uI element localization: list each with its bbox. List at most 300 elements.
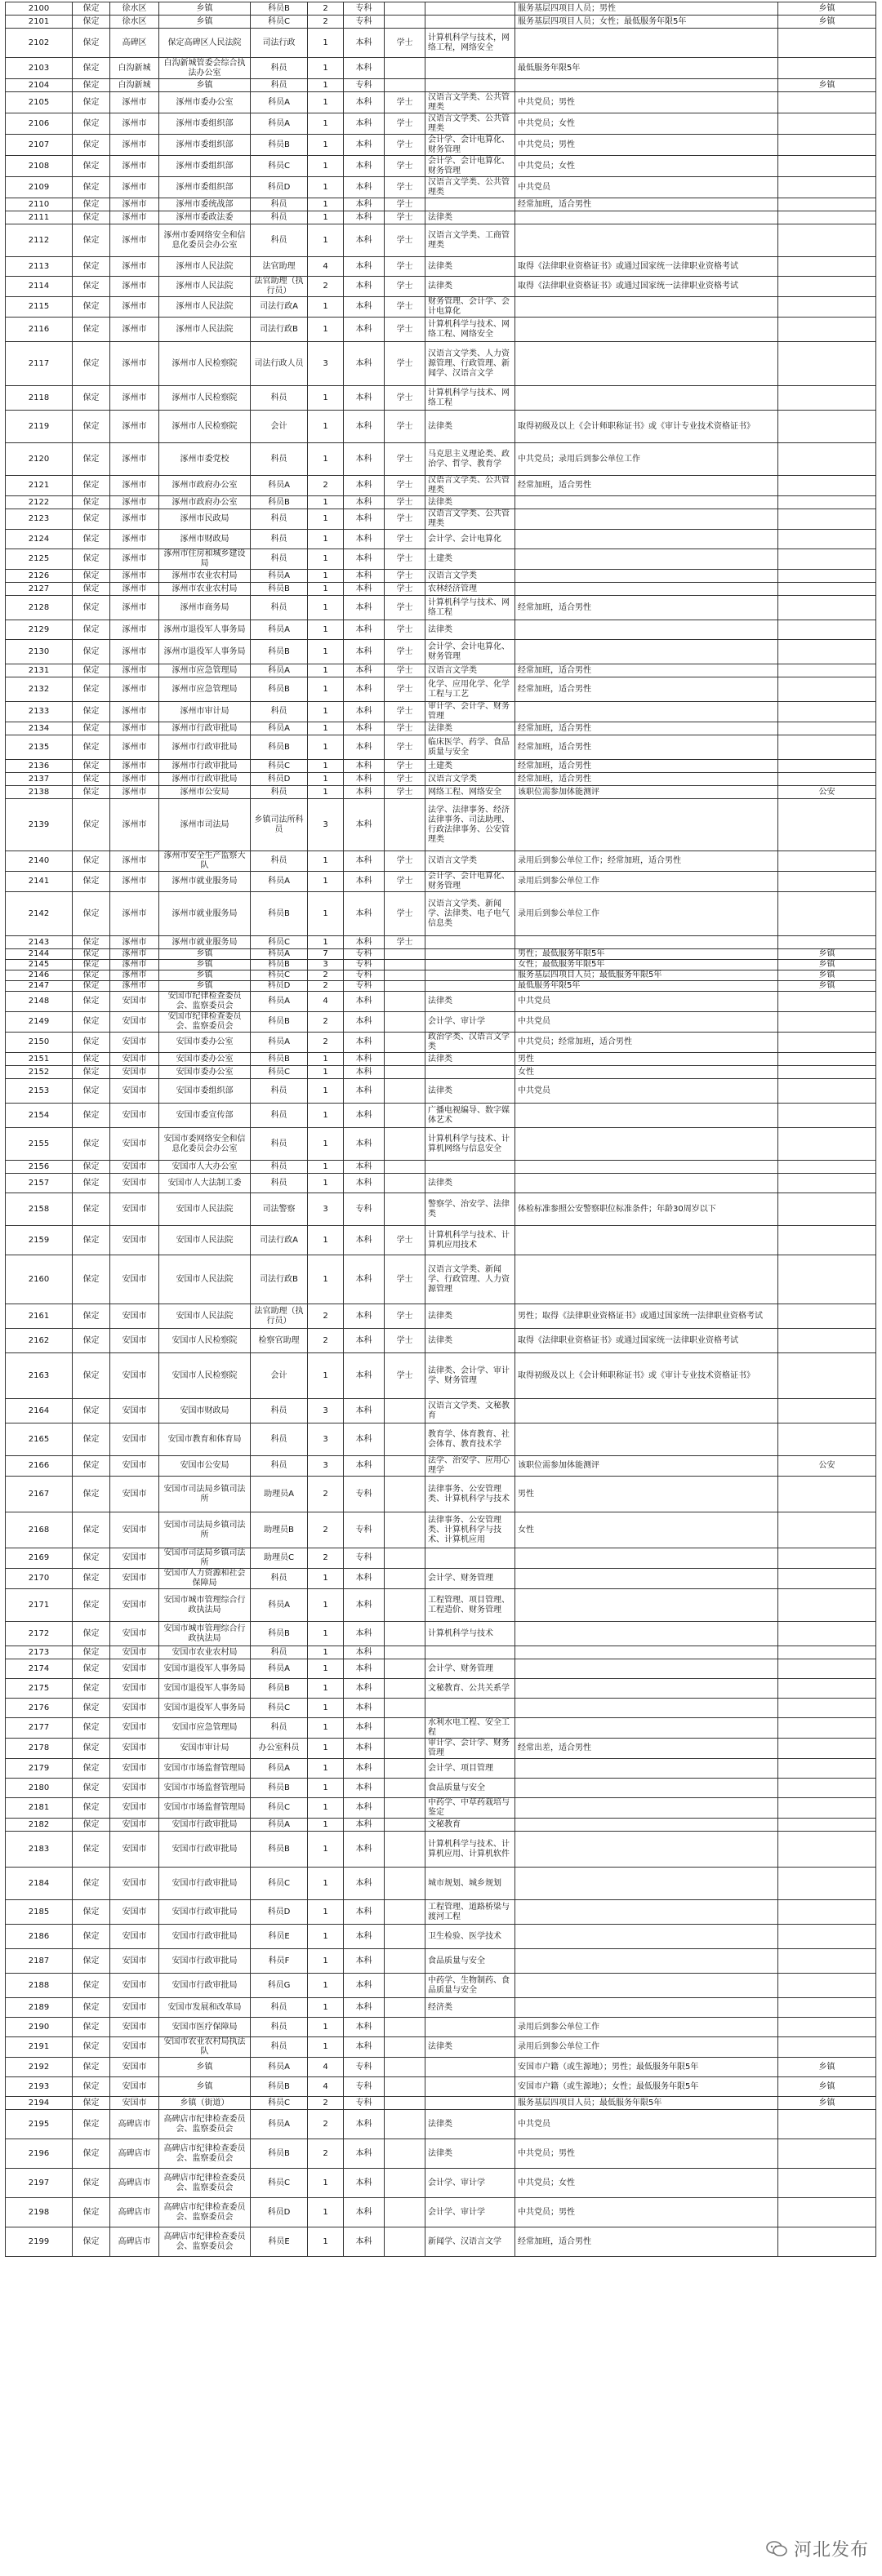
cell-count: 1 (308, 1174, 344, 1193)
table-row (6, 1699, 876, 1718)
table-row (6, 1949, 876, 1974)
cell-district: 安国市 (110, 1399, 159, 1423)
cell-city: 保定 (73, 2169, 110, 2198)
cell-seq: 2100 (6, 2, 73, 16)
cell-degree (385, 1699, 425, 1718)
cell-degree (385, 1622, 425, 1646)
cell-agency: 涿州市就业服务局 (159, 936, 251, 949)
cell-agency: 涿州市委统战部 (159, 198, 251, 211)
cell-degree (385, 992, 425, 1012)
cell-agency: 安国市行政审批局 (159, 1900, 251, 1925)
cell-remark (778, 58, 876, 79)
cell-agency: 安国市人民法院 (159, 1226, 251, 1255)
cell-city: 保定 (73, 1798, 110, 1819)
cell-count: 1 (308, 1255, 344, 1304)
cell-other-conditions: 取得《法律职业资格证书》或通过国家统一法律职业资格考试 (515, 257, 778, 277)
cell-major: 法律类 (425, 411, 515, 443)
cell-degree: 学士 (385, 735, 425, 760)
cell-position: 科员 (251, 851, 308, 872)
cell-district: 徐水区 (110, 16, 159, 29)
cell-agency: 保定高碑区人民法院 (159, 29, 251, 58)
cell-city: 保定 (73, 1925, 110, 1949)
cell-city: 保定 (73, 851, 110, 872)
cell-city: 保定 (73, 1949, 110, 1974)
cell-other-conditions: 录用后到参公单位工作 (515, 2018, 778, 2037)
cell-education: 本科 (344, 773, 385, 786)
table-row (6, 1819, 876, 1832)
cell-district: 安国市 (110, 1900, 159, 1925)
cell-education: 本科 (344, 1679, 385, 1699)
cell-position: 科员 (251, 1399, 308, 1423)
cell-count: 1 (308, 735, 344, 760)
cell-seq: 2151 (6, 1053, 73, 1066)
cell-other-conditions (515, 1949, 778, 1974)
cell-remark (778, 1329, 876, 1353)
cell-city: 保定 (73, 2037, 110, 2058)
cell-seq: 2185 (6, 1900, 73, 1925)
table-row (6, 509, 876, 530)
cell-remark (778, 1779, 876, 1798)
cell-other-conditions (515, 1868, 778, 1900)
cell-degree (385, 1066, 425, 1079)
cell-other-conditions (515, 702, 778, 722)
table-row (6, 620, 876, 640)
cell-remark (778, 211, 876, 224)
cell-agency: 安国市行政审批局 (159, 1949, 251, 1974)
cell-seq: 2115 (6, 297, 73, 318)
cell-education: 本科 (344, 29, 385, 58)
cell-district: 高碑店市 (110, 2198, 159, 2227)
cell-degree (385, 1512, 425, 1548)
cell-major: 法律类 (425, 496, 515, 509)
cell-count: 1 (308, 1679, 344, 1699)
cell-seq: 2125 (6, 549, 73, 570)
cell-remark (778, 29, 876, 58)
cell-education: 本科 (344, 1925, 385, 1949)
cell-position: 科员B (251, 1679, 308, 1699)
cell-degree: 学士 (385, 872, 425, 892)
cell-count: 1 (308, 211, 344, 224)
cell-seq: 2120 (6, 443, 73, 476)
table-row (6, 949, 876, 960)
cell-major: 计算机科学与技术、计算机应用技术 (425, 1226, 515, 1255)
cell-other-conditions (515, 620, 778, 640)
cell-remark (778, 257, 876, 277)
cell-seq: 2139 (6, 799, 73, 851)
cell-seq: 2130 (6, 640, 73, 664)
watermark (766, 2536, 869, 2561)
cell-degree: 学士 (385, 29, 425, 58)
cell-count: 1 (308, 198, 344, 211)
cell-position: 科员A (251, 992, 308, 1012)
cell-city: 保定 (73, 1066, 110, 1079)
cell-degree: 学士 (385, 1226, 425, 1255)
cell-major: 教育学、体育教育、社会体育、教育技术学 (425, 1423, 515, 1456)
cell-district: 安国市 (110, 1477, 159, 1512)
cell-seq: 2181 (6, 1798, 73, 1819)
cell-remark (778, 1659, 876, 1679)
cell-education: 本科 (344, 297, 385, 318)
cell-other-conditions: 中共党员；男性 (515, 135, 778, 156)
cell-count: 7 (308, 949, 344, 960)
cell-major: 法律事务、公安管理类、计算机科学与技术、计算机应用 (425, 1512, 515, 1548)
cell-count: 1 (308, 1779, 344, 1798)
cell-major: 中药学、中草药栽培与鉴定 (425, 1798, 515, 1819)
cell-remark (778, 1569, 876, 1589)
cell-education: 本科 (344, 476, 385, 496)
cell-seq: 2171 (6, 1589, 73, 1622)
cell-education: 本科 (344, 1066, 385, 1079)
cell-count: 2 (308, 1548, 344, 1569)
cell-position: 科员B (251, 496, 308, 509)
cell-position: 科员A (251, 722, 308, 735)
cell-district: 安国市 (110, 1012, 159, 1033)
table-row (6, 1423, 876, 1456)
cell-seq: 2195 (6, 2110, 73, 2139)
cell-remark: 公安 (778, 786, 876, 799)
cell-education: 本科 (344, 1759, 385, 1779)
table-row (6, 1353, 876, 1399)
cell-district: 涿州市 (110, 530, 159, 549)
cell-count: 1 (308, 2169, 344, 2198)
cell-major: 汉语言文学类、工商管理类 (425, 224, 515, 257)
cell-seq: 2176 (6, 1699, 73, 1718)
cell-education: 本科 (344, 851, 385, 872)
cell-education: 本科 (344, 760, 385, 773)
cell-seq: 2186 (6, 1925, 73, 1949)
table-row (6, 1998, 876, 2018)
cell-seq: 2199 (6, 2227, 73, 2257)
cell-other-conditions (515, 1779, 778, 1798)
cell-seq: 2190 (6, 2018, 73, 2037)
cell-education: 本科 (344, 992, 385, 1012)
cell-major (425, 960, 515, 970)
cell-count: 1 (308, 583, 344, 596)
cell-remark (778, 2169, 876, 2198)
cell-degree (385, 1798, 425, 1819)
cell-district: 涿州市 (110, 92, 159, 113)
cell-position: 科员 (251, 58, 308, 79)
cell-position: 科员B (251, 1832, 308, 1868)
cell-seq: 2112 (6, 224, 73, 257)
cell-remark (778, 1079, 876, 1104)
cell-position: 科员D (251, 773, 308, 786)
table-row (6, 530, 876, 549)
cell-count: 3 (308, 1193, 344, 1226)
cell-remark (778, 851, 876, 872)
cell-degree: 学士 (385, 583, 425, 596)
table-row (6, 1759, 876, 1779)
cell-position: 科员 (251, 1646, 308, 1659)
cell-major: 法学、法律事务、经济法律事务、司法助理、行政法律事务、公安管理类 (425, 799, 515, 851)
cell-agency: 安国市人大法制工委 (159, 1174, 251, 1193)
table-row (6, 2037, 876, 2058)
cell-remark (778, 113, 876, 135)
cell-seq: 2194 (6, 2097, 73, 2110)
cell-education: 本科 (344, 277, 385, 297)
cell-education: 本科 (344, 1399, 385, 1423)
cell-seq: 2105 (6, 92, 73, 113)
cell-district: 安国市 (110, 2058, 159, 2077)
cell-agency: 涿州市公安局 (159, 786, 251, 799)
cell-remark (778, 2139, 876, 2169)
table-row (6, 892, 876, 936)
cell-seq: 2180 (6, 1779, 73, 1798)
cell-city: 保定 (73, 1646, 110, 1659)
cell-other-conditions (515, 1900, 778, 1925)
cell-other-conditions: 录用后到参公单位工作 (515, 892, 778, 936)
cell-degree: 学士 (385, 92, 425, 113)
cell-position: 科员 (251, 1128, 308, 1161)
cell-remark (778, 443, 876, 476)
table-row (6, 496, 876, 509)
cell-count: 1 (308, 1868, 344, 1900)
cell-degree: 学士 (385, 936, 425, 949)
cell-remark (778, 549, 876, 570)
cell-position: 科员C (251, 2169, 308, 2198)
cell-education: 专科 (344, 2, 385, 16)
cell-seq: 2126 (6, 570, 73, 583)
cell-remark (778, 892, 876, 936)
cell-major: 会计学、会计电算化、财务管理 (425, 135, 515, 156)
cell-position: 科员B (251, 735, 308, 760)
cell-remark (778, 1718, 876, 1739)
cell-major: 土建类 (425, 549, 515, 570)
table-row (6, 1066, 876, 1079)
cell-city: 保定 (73, 583, 110, 596)
cell-agency: 乡镇 (159, 970, 251, 981)
cell-other-conditions: 经常加班，适合男性 (515, 735, 778, 760)
cell-remark (778, 277, 876, 297)
cell-district: 安国市 (110, 1832, 159, 1868)
cell-seq: 2102 (6, 29, 73, 58)
cell-position: 科员 (251, 530, 308, 549)
table-row (6, 1925, 876, 1949)
cell-district: 安国市 (110, 1423, 159, 1456)
cell-education: 本科 (344, 640, 385, 664)
cell-major: 法律类 (425, 2139, 515, 2169)
cell-city: 保定 (73, 1193, 110, 1226)
cell-district: 涿州市 (110, 702, 159, 722)
table-row (6, 1659, 876, 1679)
cell-degree (385, 1646, 425, 1659)
cell-district: 涿州市 (110, 851, 159, 872)
table-row (6, 664, 876, 677)
cell-agency: 涿州市人民法院 (159, 277, 251, 297)
table-row (6, 297, 876, 318)
cell-major: 法律类 (425, 992, 515, 1012)
cell-degree (385, 2139, 425, 2169)
cell-count: 1 (308, 443, 344, 476)
cell-agency: 涿州市就业服务局 (159, 892, 251, 936)
cell-seq: 2192 (6, 2058, 73, 2077)
cell-other-conditions: 女性 (515, 1066, 778, 1079)
cell-remark (778, 2018, 876, 2037)
cell-seq: 2159 (6, 1226, 73, 1255)
cell-agency: 乡镇（街道） (159, 2097, 251, 2110)
cell-education: 本科 (344, 2198, 385, 2227)
cell-agency: 涿州市人民检察院 (159, 411, 251, 443)
cell-count: 1 (308, 318, 344, 342)
table-row (6, 970, 876, 981)
cell-education: 本科 (344, 386, 385, 411)
cell-degree: 学士 (385, 773, 425, 786)
cell-count: 4 (308, 2058, 344, 2077)
cell-count: 1 (308, 1699, 344, 1718)
cell-city: 保定 (73, 135, 110, 156)
cell-education: 本科 (344, 664, 385, 677)
table-row (6, 92, 876, 113)
cell-position: 乡镇司法所科员 (251, 799, 308, 851)
cell-seq: 2128 (6, 596, 73, 620)
cell-position: 科员C (251, 1868, 308, 1900)
cell-district: 涿州市 (110, 677, 159, 702)
cell-seq: 2165 (6, 1423, 73, 1456)
cell-city: 保定 (73, 1718, 110, 1739)
cell-city: 保定 (73, 892, 110, 936)
cell-other-conditions: 录用后到参公单位工作 (515, 2037, 778, 2058)
cell-degree (385, 1548, 425, 1569)
cell-degree: 学士 (385, 1304, 425, 1329)
cell-position: 科员B (251, 2077, 308, 2097)
cell-major: 计算机科学与技术、网络工程、网络安全 (425, 318, 515, 342)
cell-city: 保定 (73, 2110, 110, 2139)
cell-seq: 2144 (6, 949, 73, 960)
cell-other-conditions (515, 799, 778, 851)
cell-other-conditions (515, 583, 778, 596)
cell-other-conditions (515, 318, 778, 342)
cell-degree: 学士 (385, 596, 425, 620)
cell-agency: 安国市行政审批局 (159, 1925, 251, 1949)
cell-district: 涿州市 (110, 664, 159, 677)
cell-other-conditions: 录用后到参公单位工作；经常加班，适合男性 (515, 851, 778, 872)
cell-education: 本科 (344, 2139, 385, 2169)
cell-remark (778, 1798, 876, 1819)
cell-position: 科员D (251, 1900, 308, 1925)
cell-district: 涿州市 (110, 342, 159, 386)
cell-count: 1 (308, 530, 344, 549)
cell-agency: 安国市审计局 (159, 1739, 251, 1759)
cell-city: 保定 (73, 1569, 110, 1589)
cell-position: 科员B (251, 2, 308, 16)
cell-city: 保定 (73, 1012, 110, 1033)
cell-position: 科员C (251, 936, 308, 949)
table-row (6, 1569, 876, 1589)
cell-education: 本科 (344, 1329, 385, 1353)
cell-count: 3 (308, 1456, 344, 1477)
cell-seq: 2147 (6, 981, 73, 992)
cell-count: 3 (308, 342, 344, 386)
cell-major: 城市规划、城乡规划 (425, 1868, 515, 1900)
cell-degree (385, 2058, 425, 2077)
cell-seq: 2110 (6, 198, 73, 211)
cell-count: 1 (308, 2198, 344, 2227)
cell-degree (385, 970, 425, 981)
cell-education: 本科 (344, 1699, 385, 1718)
cell-other-conditions (515, 1832, 778, 1868)
cell-district: 涿州市 (110, 620, 159, 640)
cell-seq: 2155 (6, 1128, 73, 1161)
cell-district: 安国市 (110, 1053, 159, 1066)
cell-other-conditions (515, 1174, 778, 1193)
cell-agency: 乡镇 (159, 981, 251, 992)
cell-city: 保定 (73, 79, 110, 92)
cell-seq: 2131 (6, 664, 73, 677)
cell-degree: 学士 (385, 549, 425, 570)
cell-major: 法律类 (425, 2110, 515, 2139)
cell-city: 保定 (73, 570, 110, 583)
cell-count: 1 (308, 1949, 344, 1974)
cell-position: 科员A (251, 1659, 308, 1679)
table-row (6, 29, 876, 58)
cell-major (425, 16, 515, 29)
cell-degree: 学士 (385, 786, 425, 799)
cell-education: 专科 (344, 981, 385, 992)
cell-seq: 2107 (6, 135, 73, 156)
cell-city: 保定 (73, 1226, 110, 1255)
cell-other-conditions: 经常加班，适合男性 (515, 773, 778, 786)
cell-degree: 学士 (385, 1353, 425, 1399)
cell-other-conditions: 中共党员；女性 (515, 113, 778, 135)
cell-count: 1 (308, 135, 344, 156)
cell-education: 本科 (344, 596, 385, 620)
cell-position: 法官助理 (251, 257, 308, 277)
cell-other-conditions: 服务基层四项目人员；男性 (515, 2, 778, 16)
cell-city: 保定 (73, 1779, 110, 1798)
cell-education: 本科 (344, 1304, 385, 1329)
cell-seq: 2169 (6, 1548, 73, 1569)
cell-city: 保定 (73, 1174, 110, 1193)
cell-major (425, 198, 515, 211)
cell-agency: 涿州市委办公室 (159, 92, 251, 113)
cell-degree (385, 1193, 425, 1226)
cell-major: 工程管理、道路桥梁与渡河工程 (425, 1900, 515, 1925)
cell-count: 4 (308, 257, 344, 277)
cell-major (425, 79, 515, 92)
cell-seq: 2162 (6, 1329, 73, 1353)
cell-other-conditions: 中共党员；女性 (515, 156, 778, 177)
cell-education: 本科 (344, 58, 385, 79)
cell-district: 安国市 (110, 1925, 159, 1949)
cell-degree: 学士 (385, 892, 425, 936)
cell-remark (778, 677, 876, 702)
cell-major: 法学、治安学、应用心理学 (425, 1456, 515, 1477)
cell-district: 安国市 (110, 1974, 159, 1998)
cell-district: 安国市 (110, 1779, 159, 1798)
cell-degree (385, 1399, 425, 1423)
cell-position: 科员 (251, 1998, 308, 2018)
cell-education: 本科 (344, 1226, 385, 1255)
cell-degree (385, 1053, 425, 1066)
cell-education: 本科 (344, 1456, 385, 1477)
cell-city: 保定 (73, 960, 110, 970)
cell-agency: 乡镇 (159, 79, 251, 92)
cell-district: 安国市 (110, 1226, 159, 1255)
cell-city: 保定 (73, 1399, 110, 1423)
cell-agency: 涿州市行政审批局 (159, 722, 251, 735)
cell-other-conditions: 体检标准参照公安警察职位标准条件；年龄30周岁以下 (515, 1193, 778, 1226)
cell-other-conditions (515, 224, 778, 257)
cell-remark (778, 1949, 876, 1974)
table-row (6, 1646, 876, 1659)
cell-position: 科员C (251, 760, 308, 773)
cell-agency: 安国市司法局乡镇司法所 (159, 1477, 251, 1512)
cell-other-conditions: 经常加班，适合男性 (515, 476, 778, 496)
cell-agency: 高碑店市纪律检查委员会、监察委员会 (159, 2110, 251, 2139)
cell-education: 本科 (344, 786, 385, 799)
cell-count: 3 (308, 799, 344, 851)
cell-city: 保定 (73, 735, 110, 760)
